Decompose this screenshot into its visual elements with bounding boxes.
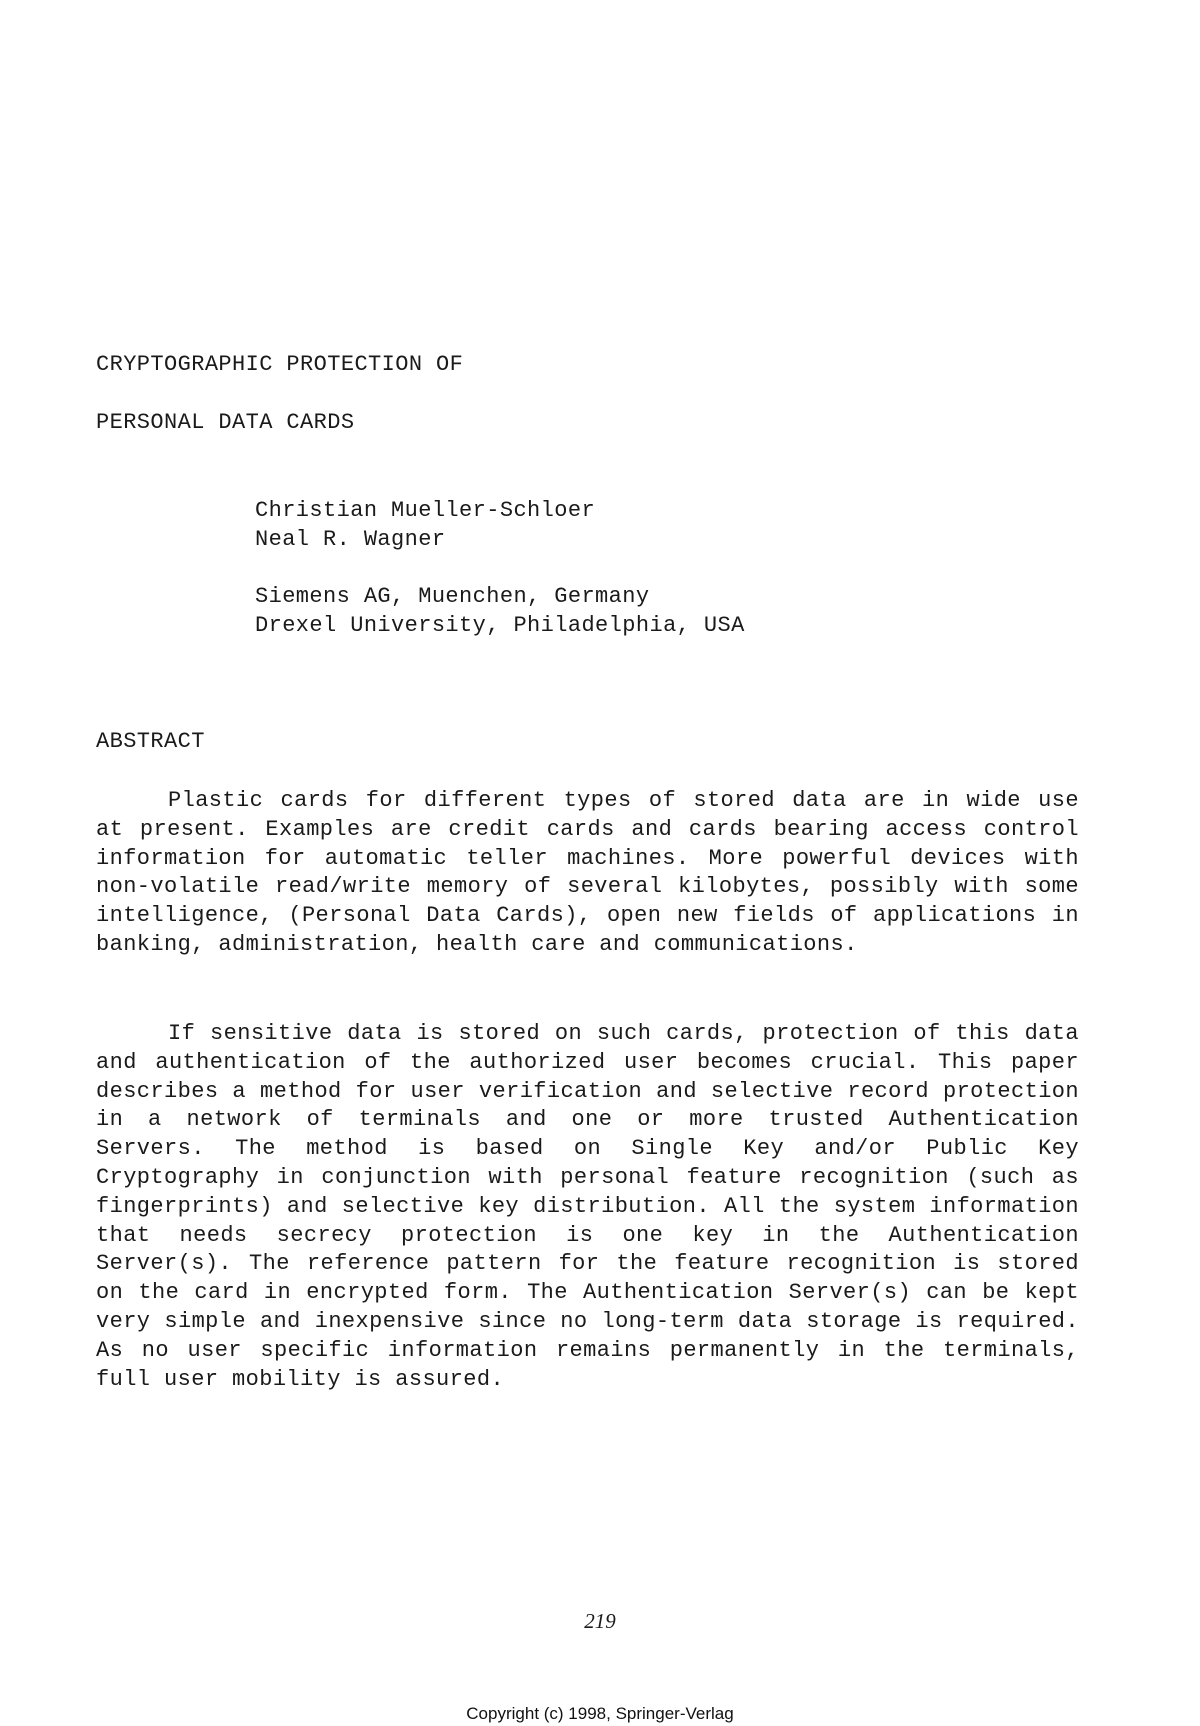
author-name: Neal R. Wagner xyxy=(255,527,446,552)
abstract-paragraph: If sensitive data is stored on such cards, protection of this data and authentication of the authorized user becomes crucial. This paper describes a method for user verification and selective record protection in a network of terminals and one or more trusted Authentication Servers. The method is based on Single Key and/or Public Key Cryptography in conjunction with personal feature recognition (such as fingerprints) and selective key distribution. All the system information that needs secrecy protection is one key in the Authentication Server(s). The reference pattern for the feature recognition is stored on the card in encrypted form. The Authentication Server(s) can be kept very simple and inexpensive since no long-term data storage is required. As no user specific information remains permanently in the terminals, full user mobility is assured. xyxy=(96,1021,1079,1392)
affiliation: Siemens AG, Muenchen, Germany xyxy=(255,584,650,609)
author-list xyxy=(255,496,595,554)
affiliation: Drexel University, Philadelphia, USA xyxy=(255,613,745,638)
paper-title-line-2: PERSONAL DATA CARDS xyxy=(96,410,355,435)
copyright-notice: Copyright (c) 1998, Springer-Verlag xyxy=(466,1704,734,1723)
abstract-paragraph: Plastic cards for different types of stored data are in wide use at present. Examples are credit cards and cards bearing access control information for automatic teller machines. More powerful devices with non-volatile read/write memory of several kilobytes, possibly with some intelligence, (Personal Data Cards), open new fields of applications in banking, administration, health care and communications. xyxy=(96,788,1079,957)
page-number: 219 xyxy=(584,1609,616,1633)
paper-title-line-1: CRYPTOGRAPHIC PROTECTION OF xyxy=(96,352,464,377)
author-name: Christian Mueller-Schloer xyxy=(255,498,596,523)
abstract-heading: ABSTRACT xyxy=(96,729,205,754)
affiliation-list xyxy=(255,582,745,640)
